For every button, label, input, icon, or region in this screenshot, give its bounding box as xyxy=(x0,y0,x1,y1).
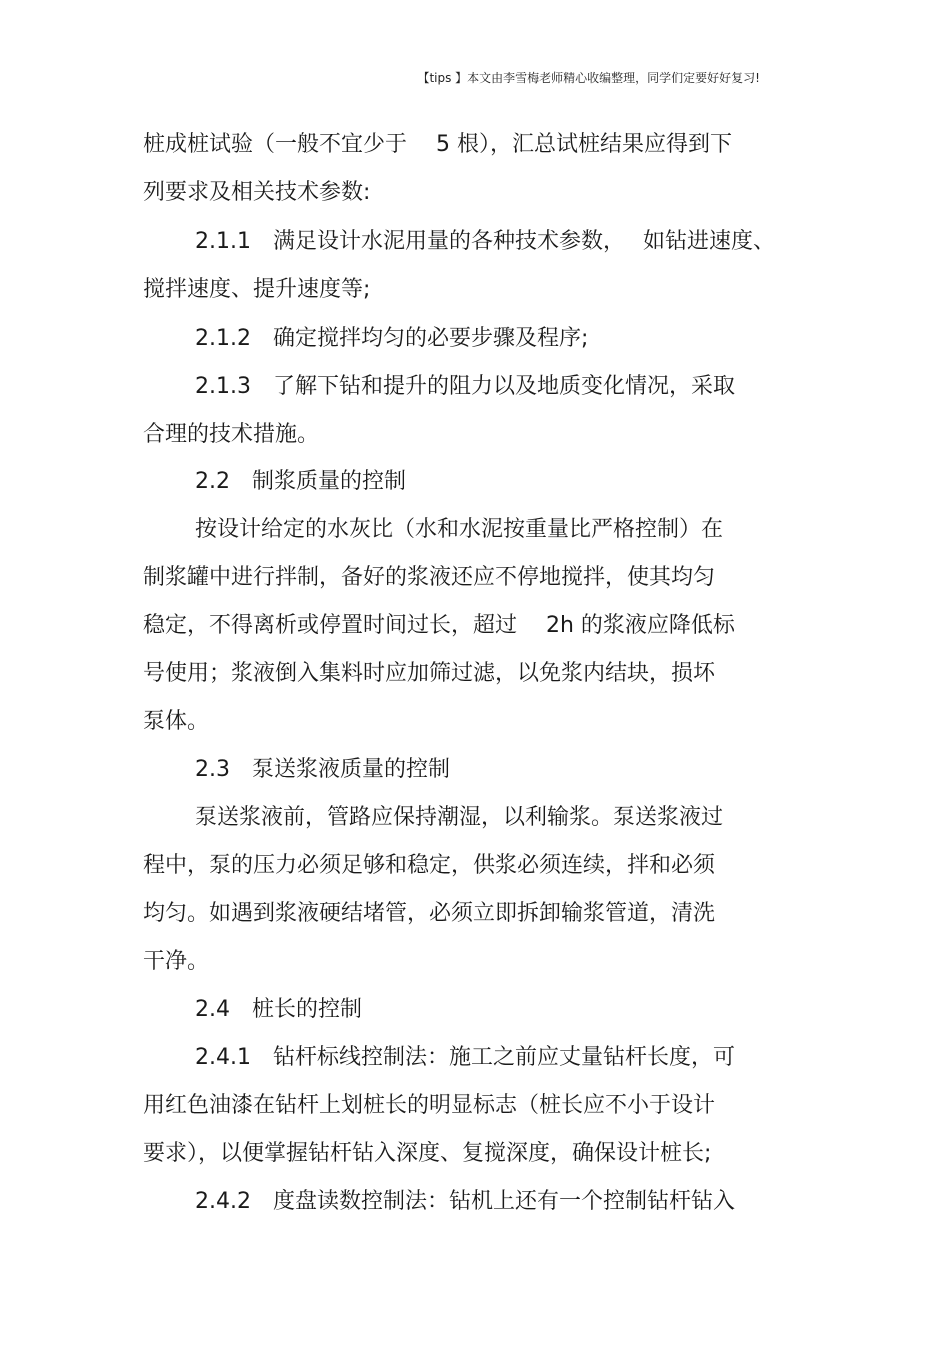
section-heading: 2.2 制浆质量的控制 xyxy=(195,469,406,494)
text-line: 合理的技术措施。 xyxy=(143,422,320,447)
text-line: 2.1.3 了解下钻和提升的阻力以及地质变化情况，采取 xyxy=(195,374,735,399)
text-line: 按设计给定的水灰比（水和水泥按重量比严格控制）在 xyxy=(195,517,724,542)
text-line: 泵送浆液前，管路应保持潮湿，以利输浆。泵送浆液过 xyxy=(195,805,724,830)
text-line: 号使用；浆液倒入集料时应加筛过滤，以免浆内结块，损坏 xyxy=(143,661,716,686)
text-line: 要求），以便掌握钻杆钻入深度、复搅深度，确保设计桩长; xyxy=(143,1141,712,1166)
text-line: 干净。 xyxy=(143,949,210,974)
text-line: 2.1.2 确定搅拌均匀的必要步骤及程序; xyxy=(195,326,589,351)
text-line: 搅拌速度、提升速度等; xyxy=(143,277,371,302)
text-line: 均匀。如遇到浆液硬结堵管，必须立即拆卸输浆管道，清洗 xyxy=(143,901,716,926)
header-tip: 【tips 】本文由李雪梅老师精心收编整理，同学们定要好好复习! xyxy=(417,71,760,85)
text-line: 2.4.1 钻杆标线控制法：施工之前应丈量钻杆长度，可 xyxy=(195,1045,735,1070)
text-line: 桩成桩试验（一般不宜少于 5 根），汇总试桩结果应得到下 xyxy=(143,132,732,157)
section-heading: 2.4 桩长的控制 xyxy=(195,997,362,1022)
text-line: 列要求及相关技术参数: xyxy=(143,180,371,205)
text-line: 2.4.2 度盘读数控制法：钻机上还有一个控制钻杆钻入 xyxy=(195,1189,735,1214)
text-line: 用红色油漆在钻杆上划桩长的明显标志（桩长应不小于设计 xyxy=(143,1093,716,1118)
text-line: 稳定，不得离析或停置时间过长，超过 2h 的浆液应降低标 xyxy=(143,613,735,638)
section-heading: 2.3 泵送浆液质量的控制 xyxy=(195,757,450,782)
text-line: 程中，泵的压力必须足够和稳定，供浆必须连续，拌和必须 xyxy=(143,853,716,878)
text-line: 2.1.1 满足设计水泥用量的各种技术参数， 如钻进速度、 xyxy=(195,229,775,254)
text-line: 制浆罐中进行拌制，备好的浆液还应不停地搅拌，使其均匀 xyxy=(143,565,716,590)
text-line: 泵体。 xyxy=(143,709,210,734)
